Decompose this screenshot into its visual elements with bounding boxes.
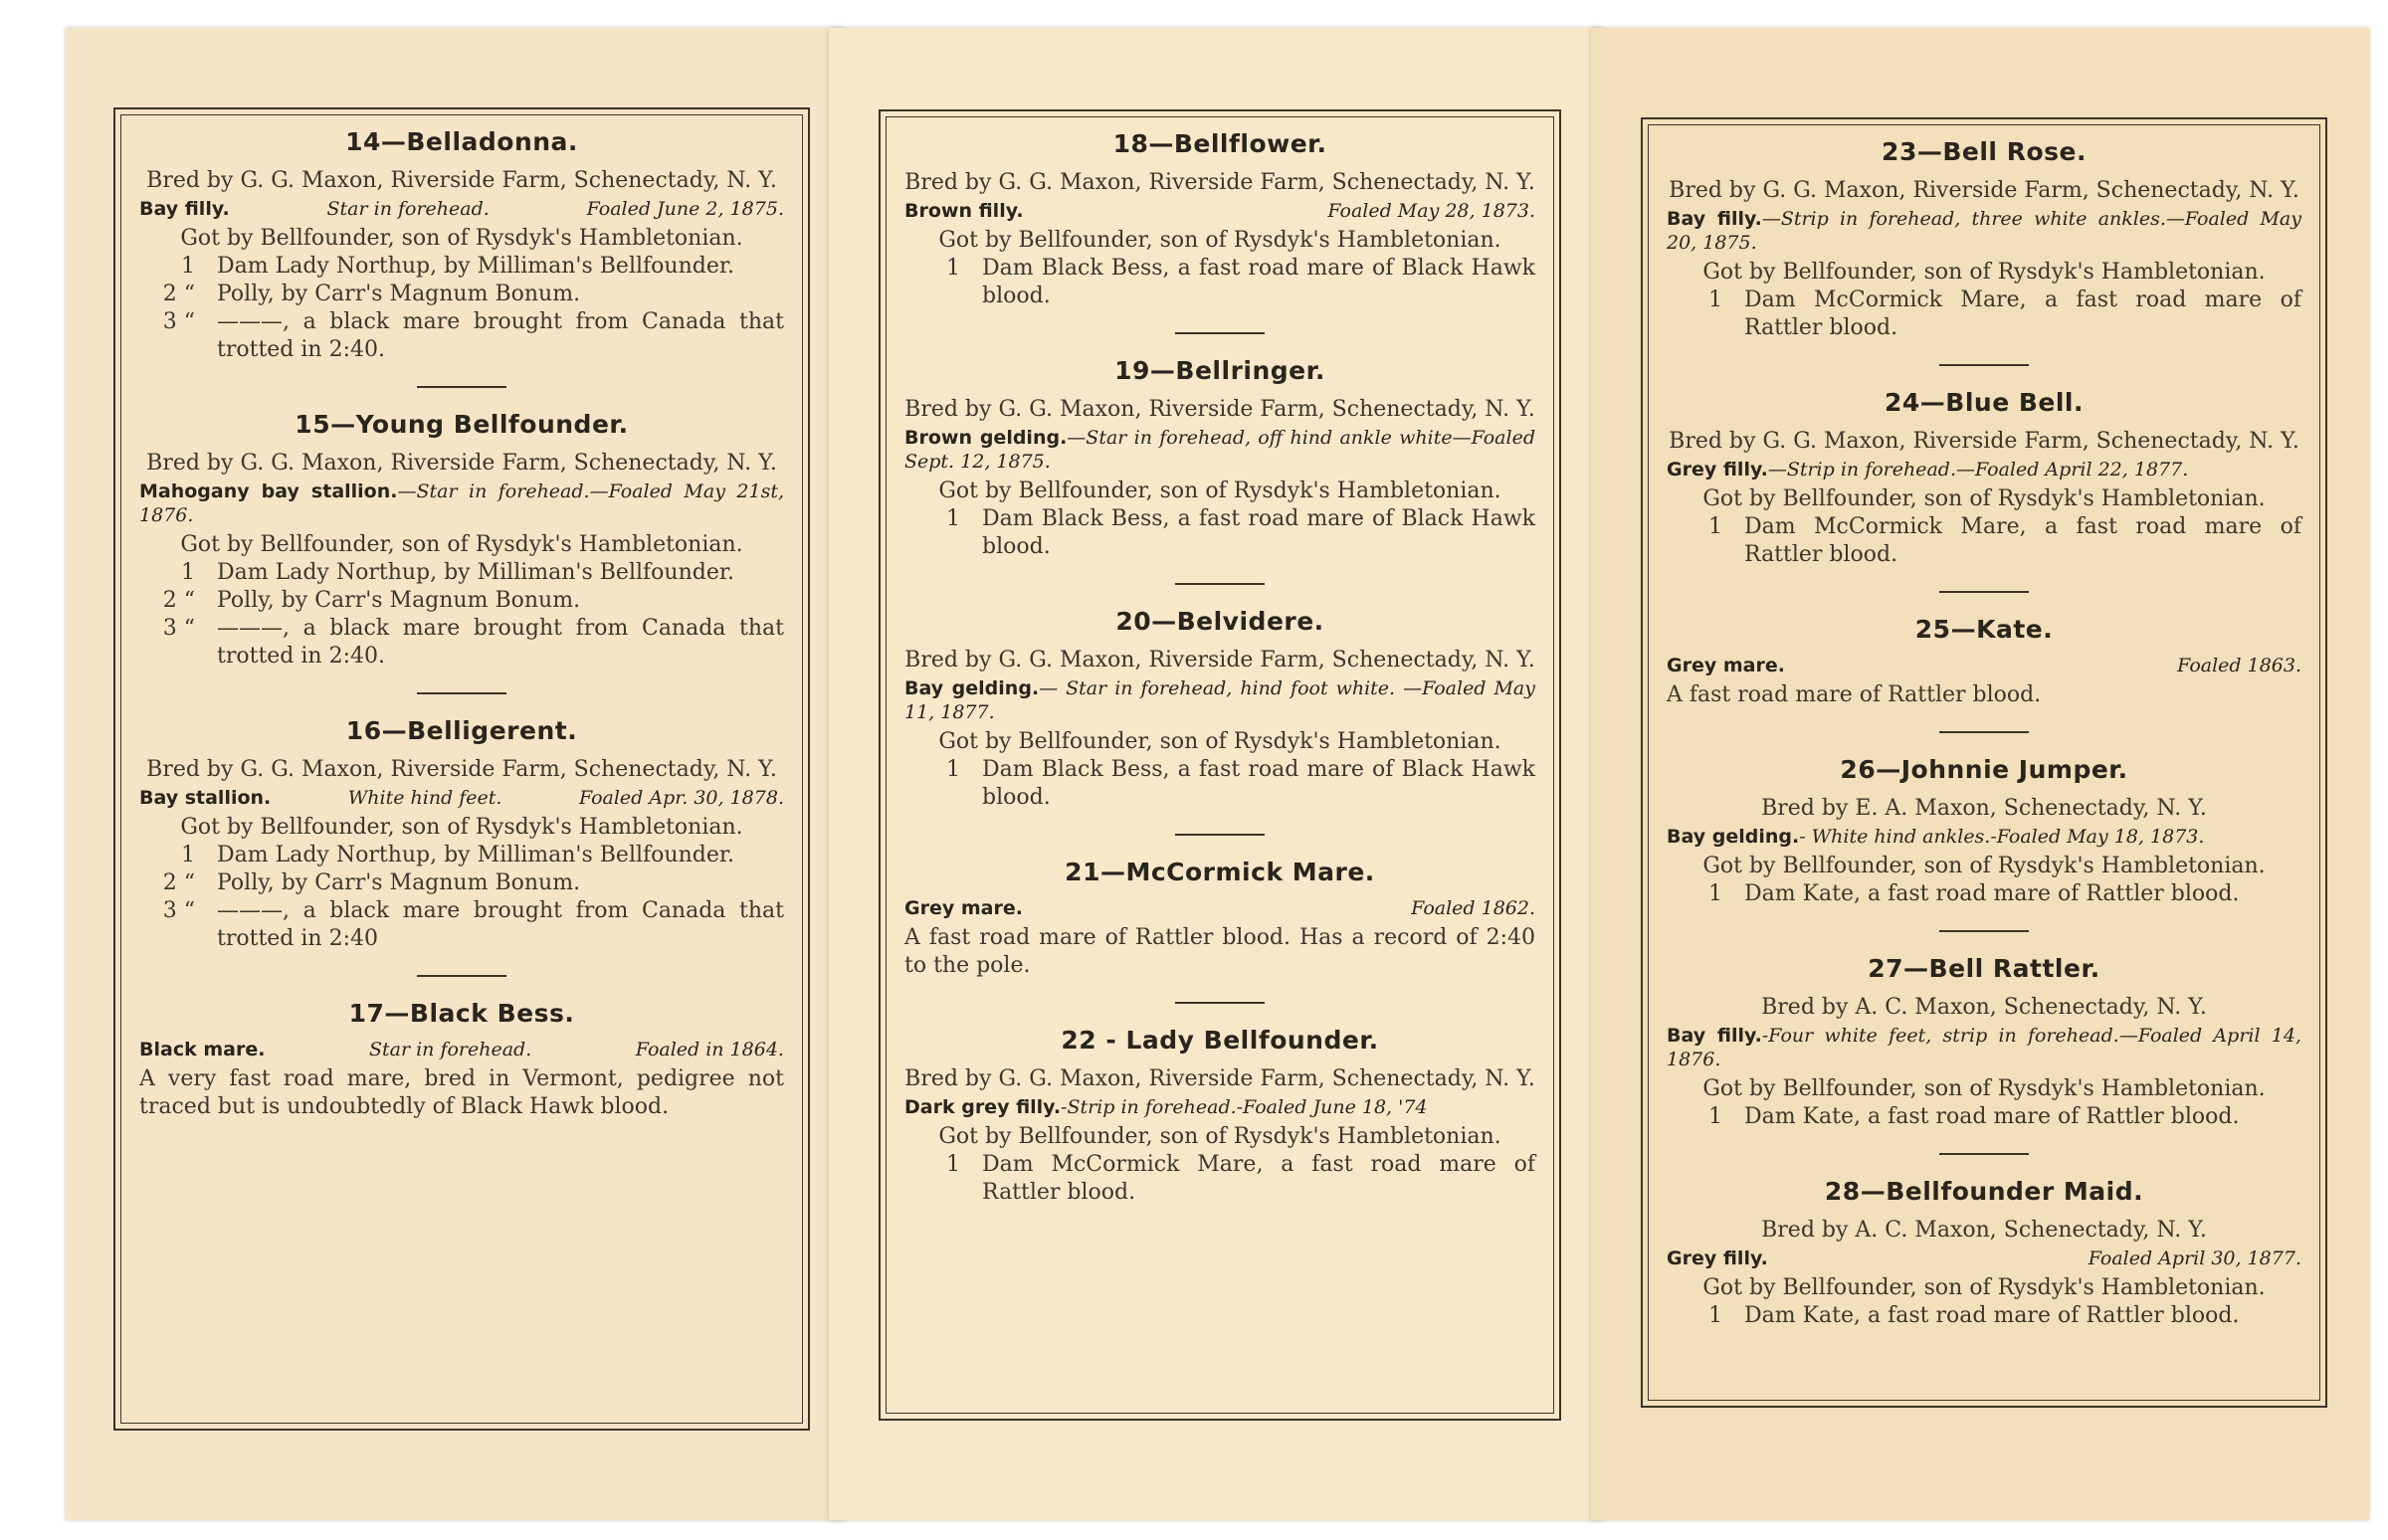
dam-text: Dam Black Bess, a fast road mare of Black Hawk blood. xyxy=(982,506,1535,559)
markings-foaled: — Star in forehead, hind foot white. —Foaled May 11, 1877. xyxy=(904,677,1535,723)
dam-text: Dam Black Bess, a fast road mare of Black Hawk blood. xyxy=(982,256,1535,308)
entry-title: 20—Belvidere. xyxy=(1115,607,1324,636)
dam-text: Dam McCormick Mare, a fast road mare of Rattler blood. xyxy=(982,1152,1535,1205)
sire-line: Got by Bellfounder, son of Rysdyk's Hambletonian. xyxy=(938,1124,1501,1149)
horse-entry xyxy=(1667,1177,2301,1330)
section-divider xyxy=(1939,591,2029,593)
breeder-line: Bred by G. G. Maxon, Riverside Farm, Schenectady, N. Y. xyxy=(1669,178,2299,203)
dam-text: Polly, by Carr's Magnum Bonum. xyxy=(217,588,581,613)
sire-line: Got by Bellfounder, son of Rysdyk's Hambletonian. xyxy=(1702,1275,2266,1300)
breeder-line: Bred by G. G. Maxon, Riverside Farm, Schenectady, N. Y. xyxy=(146,168,777,193)
horse-class: Bay gelding. xyxy=(904,677,1040,699)
dam-number: 2 “ xyxy=(162,588,195,613)
sire-line: Got by Bellfounder, son of Rysdyk's Hambletonian. xyxy=(180,226,743,251)
description-line xyxy=(139,786,784,810)
dam-text: Dam Lady Northup, by Milliman's Bellfounder. xyxy=(217,254,734,279)
horse-class: Grey filly. xyxy=(1667,1248,1768,1269)
breeder-line: Bred by E. A. Maxon, Schenectady, N. Y. xyxy=(1761,796,2207,821)
dam-line xyxy=(139,615,784,671)
horse-class: Brown gelding. xyxy=(904,427,1068,449)
breeder-line: Bred by A. C. Maxon, Schenectady, N. Y. xyxy=(1761,995,2207,1020)
dam-number: 3 “ xyxy=(162,309,195,334)
description-line xyxy=(1667,207,2301,255)
dam-line xyxy=(1667,513,2301,569)
dam-text: Dam Black Bess, a fast road mare of Black Hawk blood. xyxy=(982,757,1535,810)
section-divider xyxy=(417,975,506,977)
description-line xyxy=(904,1095,1535,1119)
page-border xyxy=(879,109,1561,1421)
entry-note: A fast road mare of Rattler blood. xyxy=(1667,682,2042,707)
markings: White hind feet. xyxy=(347,787,502,809)
sire-line: Got by Bellfounder, son of Rysdyk's Hambletonian. xyxy=(1702,854,2266,878)
horse-entry xyxy=(1667,388,2301,569)
dam-number: 3 “ xyxy=(162,616,195,641)
breeder-line: Bred by G. G. Maxon, Riverside Farm, Schenectady, N. Y. xyxy=(146,757,777,782)
description-line xyxy=(139,1038,784,1061)
dam-text: Dam Kate, a fast road mare of Rattler blood. xyxy=(1744,1104,2240,1129)
entries-column xyxy=(120,114,803,1424)
dam-line xyxy=(904,1151,1535,1207)
entry-title: 22 - Lady Bellfounder. xyxy=(1061,1026,1379,1055)
horse-entry xyxy=(139,999,784,1121)
section-divider xyxy=(1939,364,2029,366)
horse-class: Dark grey filly. xyxy=(904,1096,1062,1118)
dam-number: 1 xyxy=(946,757,960,782)
entry-title: 19—Bellringer. xyxy=(1114,356,1325,385)
dam-number: 1 xyxy=(1708,881,1722,906)
dam-line xyxy=(139,559,784,587)
description-line xyxy=(904,199,1535,223)
markings-foaled: - White hind ankles.-Foaled May 18, 1873. xyxy=(1799,826,2205,848)
dam-text: Dam McCormick Mare, a fast road mare of Rattler blood. xyxy=(1744,288,2301,340)
markings: Star in forehead. xyxy=(368,1039,532,1060)
entry-title: 24—Blue Bell. xyxy=(1884,388,2085,417)
foaled-date: Foaled 1863. xyxy=(2177,655,2301,676)
dam-line xyxy=(904,756,1535,812)
breeder-line: Bred by G. G. Maxon, Riverside Farm, Schenectady, N. Y. xyxy=(904,648,1535,673)
page-panel-right xyxy=(1591,28,2369,1520)
markings-foaled: —Star in forehead.—Foaled May 21st, 1876. xyxy=(139,481,784,526)
horse-class: Bay gelding. xyxy=(1667,826,1800,848)
page-panel-middle xyxy=(829,28,1603,1520)
foaled-date: Foaled 1862. xyxy=(1411,897,1535,919)
section-divider xyxy=(1175,583,1265,585)
horse-class: Bay filly. xyxy=(1667,208,1762,230)
description-line xyxy=(904,896,1535,920)
entry-title: 17—Black Bess. xyxy=(348,999,575,1028)
dam-line xyxy=(1667,1302,2301,1330)
foaled-date: Foaled May 28, 1873. xyxy=(1327,200,1535,222)
dam-text: ———, a black mare brought from Canada that trotted in 2:40 xyxy=(217,898,784,951)
horse-entry xyxy=(904,356,1535,561)
page-border xyxy=(113,107,810,1431)
dam-line xyxy=(904,255,1535,310)
foaled-date: Foaled June 2, 1875. xyxy=(586,198,784,220)
horse-class: Grey mare. xyxy=(904,897,1023,919)
section-divider xyxy=(1939,731,2029,733)
section-divider xyxy=(1175,332,1265,334)
markings-foaled: —Strip in forehead.—Foaled April 22, 1877. xyxy=(1767,459,2189,481)
breeder-line: Bred by G. G. Maxon, Riverside Farm, Schenectady, N. Y. xyxy=(904,1066,1535,1091)
markings-foaled: -Four white feet, strip in forehead.—Foaled April 14, 1876. xyxy=(1667,1025,2301,1070)
horse-entry xyxy=(1667,615,2301,709)
dam-number: 1 xyxy=(1708,1104,1722,1129)
horse-entry xyxy=(139,127,784,364)
entry-note: A very fast road mare, bred in Vermont, pedigree not traced but is undoubtedly of Black Hawk blood. xyxy=(139,1066,784,1119)
dam-text: Dam Kate, a fast road mare of Rattler blood. xyxy=(1744,881,2240,906)
dam-line xyxy=(139,587,784,615)
section-divider xyxy=(1939,930,2029,932)
dam-text: ———, a black mare brought from Canada that trotted in 2:40. xyxy=(217,616,784,669)
horse-class: Bay stallion. xyxy=(139,787,272,809)
dam-line xyxy=(1667,880,2301,908)
entry-title: 23—Bell Rose. xyxy=(1882,137,2087,166)
dam-text: Dam Lady Northup, by Milliman's Bellfounder. xyxy=(217,560,734,585)
entry-title: 28—Bellfounder Maid. xyxy=(1824,1177,2144,1206)
dam-line xyxy=(139,897,784,953)
horse-entry xyxy=(1667,137,2301,342)
entry-title: 21—McCormick Mare. xyxy=(1065,858,1375,886)
horse-class: Brown filly. xyxy=(904,200,1024,222)
foaled-date: Foaled in 1864. xyxy=(635,1039,784,1060)
sire-line: Got by Bellfounder, son of Rysdyk's Hambletonian. xyxy=(1702,1076,2266,1101)
dam-line xyxy=(904,505,1535,561)
horse-entry xyxy=(904,858,1535,980)
dam-number: 1 xyxy=(946,1152,960,1177)
entry-title: 16—Belligerent. xyxy=(345,716,578,745)
description-line xyxy=(139,480,784,527)
horse-entry xyxy=(904,1026,1535,1207)
sire-line: Got by Bellfounder, son of Rysdyk's Hambletonian. xyxy=(1702,260,2266,285)
dam-number: 1 xyxy=(1708,288,1722,312)
sire-line: Got by Bellfounder, son of Rysdyk's Hambletonian. xyxy=(938,729,1501,754)
dam-number: 1 xyxy=(181,560,195,585)
horse-entry xyxy=(1667,755,2301,908)
description-line xyxy=(1667,654,2301,677)
dam-line xyxy=(139,281,784,308)
horse-entry xyxy=(139,410,784,671)
description-line xyxy=(904,676,1535,724)
horse-class: Grey mare. xyxy=(1667,655,1785,676)
entries-column xyxy=(886,116,1554,1414)
section-divider xyxy=(1175,834,1265,836)
dam-number: 1 xyxy=(1708,514,1722,539)
dam-number: 1 xyxy=(946,256,960,281)
horse-class: Bay filly. xyxy=(139,198,230,220)
markings-foaled: —Star in forehead, off hind ankle white—Foaled Sept. 12, 1875. xyxy=(904,427,1535,473)
sire-line: Got by Bellfounder, son of Rysdyk's Hambletonian. xyxy=(180,532,743,557)
sire-line: Got by Bellfounder, son of Rysdyk's Hambletonian. xyxy=(938,228,1501,253)
dam-number: 2 “ xyxy=(162,870,195,895)
breeder-line: Bred by G. G. Maxon, Riverside Farm, Schenectady, N. Y. xyxy=(904,170,1535,195)
page-border xyxy=(1641,117,2327,1408)
section-divider xyxy=(417,386,506,388)
dam-text: Dam McCormick Mare, a fast road mare of Rattler blood. xyxy=(1744,514,2301,567)
sire-line: Got by Bellfounder, son of Rysdyk's Hambletonian. xyxy=(1702,486,2266,511)
dam-number: 1 xyxy=(946,506,960,531)
horse-entry xyxy=(904,129,1535,310)
description-line xyxy=(1667,1024,2301,1071)
sire-line: Got by Bellfounder, son of Rysdyk's Hambletonian. xyxy=(180,815,743,840)
markings-foaled: -Strip in forehead.-Foaled June 18, '74 xyxy=(1061,1096,1428,1118)
entry-title: 15—Young Bellfounder. xyxy=(295,410,629,439)
section-divider xyxy=(417,692,506,694)
breeder-line: Bred by A. C. Maxon, Schenectady, N. Y. xyxy=(1761,1218,2207,1243)
dam-line xyxy=(139,308,784,364)
markings-foaled: —Strip in forehead, three white ankles.—Foaled May 20, 1875. xyxy=(1667,208,2301,254)
dam-text: Dam Lady Northup, by Milliman's Bellfounder. xyxy=(217,843,734,867)
section-divider xyxy=(1939,1153,2029,1155)
dam-number: 1 xyxy=(1708,1303,1722,1328)
dam-number: 2 “ xyxy=(162,282,195,306)
dam-line xyxy=(139,842,784,869)
description-line xyxy=(904,426,1535,474)
dam-line xyxy=(1667,287,2301,342)
dam-text: Polly, by Carr's Magnum Bonum. xyxy=(217,282,581,306)
page-panel-left xyxy=(66,28,845,1520)
foaled-date: Foaled Apr. 30, 1878. xyxy=(578,787,784,809)
dam-number: 3 “ xyxy=(162,898,195,923)
description-line xyxy=(139,197,784,221)
section-divider xyxy=(1175,1002,1265,1004)
entry-note: A fast road mare of Rattler blood. Has a record of 2:40 to the pole. xyxy=(904,925,1535,978)
horse-entry xyxy=(904,607,1535,812)
dam-text: Polly, by Carr's Magnum Bonum. xyxy=(217,870,581,895)
horse-entry xyxy=(139,716,784,953)
breeder-line: Bred by G. G. Maxon, Riverside Farm, Schenectady, N. Y. xyxy=(146,451,777,476)
horse-class: Black mare. xyxy=(139,1039,266,1060)
entry-title: 27—Bell Rattler. xyxy=(1868,954,2100,983)
breeder-line: Bred by G. G. Maxon, Riverside Farm, Schenectady, N. Y. xyxy=(904,397,1535,422)
description-line xyxy=(1667,825,2301,849)
horse-class: Mahogany bay stallion. xyxy=(139,481,398,502)
horse-class: Bay filly. xyxy=(1667,1025,1762,1047)
breeder-line: Bred by G. G. Maxon, Riverside Farm, Schenectady, N. Y. xyxy=(1669,429,2299,454)
sire-line: Got by Bellfounder, son of Rysdyk's Hambletonian. xyxy=(938,479,1501,503)
dam-line xyxy=(139,869,784,897)
horse-class: Grey filly. xyxy=(1667,459,1768,481)
dam-number: 1 xyxy=(181,254,195,279)
entries-column xyxy=(1648,124,2320,1401)
dam-line xyxy=(139,253,784,281)
dam-number: 1 xyxy=(181,843,195,867)
horse-entry xyxy=(1667,954,2301,1131)
description-line xyxy=(1667,1247,2301,1270)
dam-text: Dam Kate, a fast road mare of Rattler blood. xyxy=(1744,1303,2240,1328)
dam-line xyxy=(1667,1103,2301,1131)
entry-title: 14—Belladonna. xyxy=(345,127,578,156)
entry-title: 25—Kate. xyxy=(1914,615,2054,644)
description-line xyxy=(1667,458,2301,481)
foaled-date: Foaled April 30, 1877. xyxy=(2088,1248,2301,1269)
markings: Star in forehead. xyxy=(326,198,490,220)
entry-title: 26—Johnnie Jumper. xyxy=(1840,755,2128,784)
dam-text: ———, a black mare brought from Canada that trotted in 2:40. xyxy=(217,309,784,362)
entry-title: 18—Bellflower. xyxy=(1112,129,1327,158)
